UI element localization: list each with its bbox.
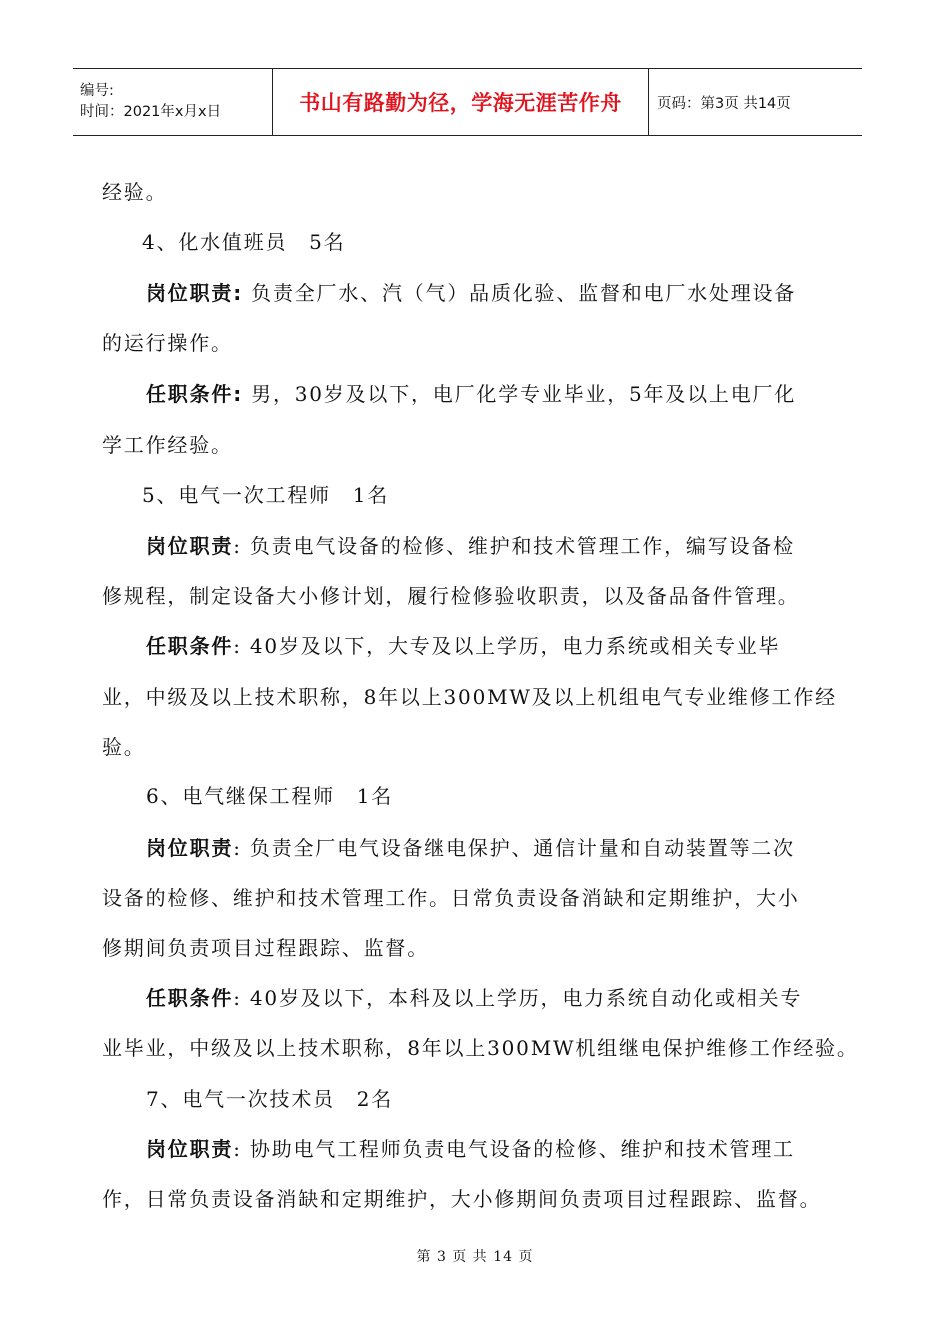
field-text: 负责全厂水、汽（气）品质化验、监督和电厂水处理设备 [243,281,797,305]
paragraph-line: 验。 [102,735,146,759]
field-label: 岗位职责 [146,534,234,558]
paragraph-line: 学工作经验。 [102,433,233,457]
paragraph-line [146,1135,795,1163]
paragraph-line [146,632,780,660]
number-label: 编号: [80,83,114,99]
field-label: 岗位职责 [146,836,234,860]
paragraph-line: 修规程，制定设备大小修计划，履行检修验收职责，以及备品备件管理。 [102,584,800,608]
paragraph-line [146,532,795,560]
field-text: : 负责全厂电气设备继电保护、通信计量和自动装置等二次 [233,836,795,860]
field-label: 岗位职责 [146,1137,234,1161]
field-label: 任职条件 [146,634,234,658]
field-text: : 负责电气设备的检修、维护和技术管理工作，编写设备检 [233,534,795,558]
page-header [73,68,862,136]
header-motto-cell [273,69,649,135]
field-text: 男，30岁及以下，电厂化学专业毕业，5年及以上电厂化 [243,382,797,406]
paragraph-line: 业毕业，中级及以上技术职称，8年以上300MW机组继电保护维修工作经验。 [102,1036,859,1060]
paragraph-line [146,380,796,408]
page-footer: 第 3 页 共 14 页 [416,1249,534,1265]
paragraph-line: 的运行操作。 [102,331,233,355]
paragraph-line [146,984,802,1012]
paragraph-line [146,279,796,307]
field-label: 任职条件 [146,986,234,1010]
motto: 书山有路勤为径，学海无涯苦作舟 [299,91,622,115]
field-text: : 协助电气工程师负责电气设备的检修、维护和技术管理工 [233,1137,795,1161]
field-label: 任职条件: [146,382,243,406]
field-label: 岗位职责: [146,281,243,305]
position-heading: 5、电气一次工程师 1名 [142,483,390,507]
page-info: 页码：第3页 共14页 [657,95,791,112]
time-label: 时间：2021年x月x日 [80,104,222,120]
header-page-info-cell [649,69,862,135]
header-meta [73,69,273,135]
position-heading: 7、电气一次技术员 2名 [146,1087,394,1111]
position-heading: 4、化水值班员 5名 [142,230,346,254]
paragraph-line: 作，日常负责设备消缺和定期维护，大小修期间负责项目过程跟踪、监督。 [102,1187,822,1211]
paragraph-line: 设备的检修、维护和技术管理工作。日常负责设备消缺和定期维护，大小 [102,886,800,910]
paragraph-line [146,834,795,862]
paragraph-line: 业，中级及以上技术职称，8年以上300MW及以上机组电气专业维修工作经 [102,685,837,709]
paragraph-line: 修期间负责项目过程跟踪、监督。 [102,936,429,960]
field-text: : 40岁及以下，大专及以上学历，电力系统或相关专业毕 [233,634,781,658]
paragraph-line: 经验。 [102,180,168,204]
field-text: : 40岁及以下，本科及以上学历，电力系统自动化或相关专 [233,986,803,1010]
position-heading: 6、电气继保工程师 1名 [146,784,394,808]
